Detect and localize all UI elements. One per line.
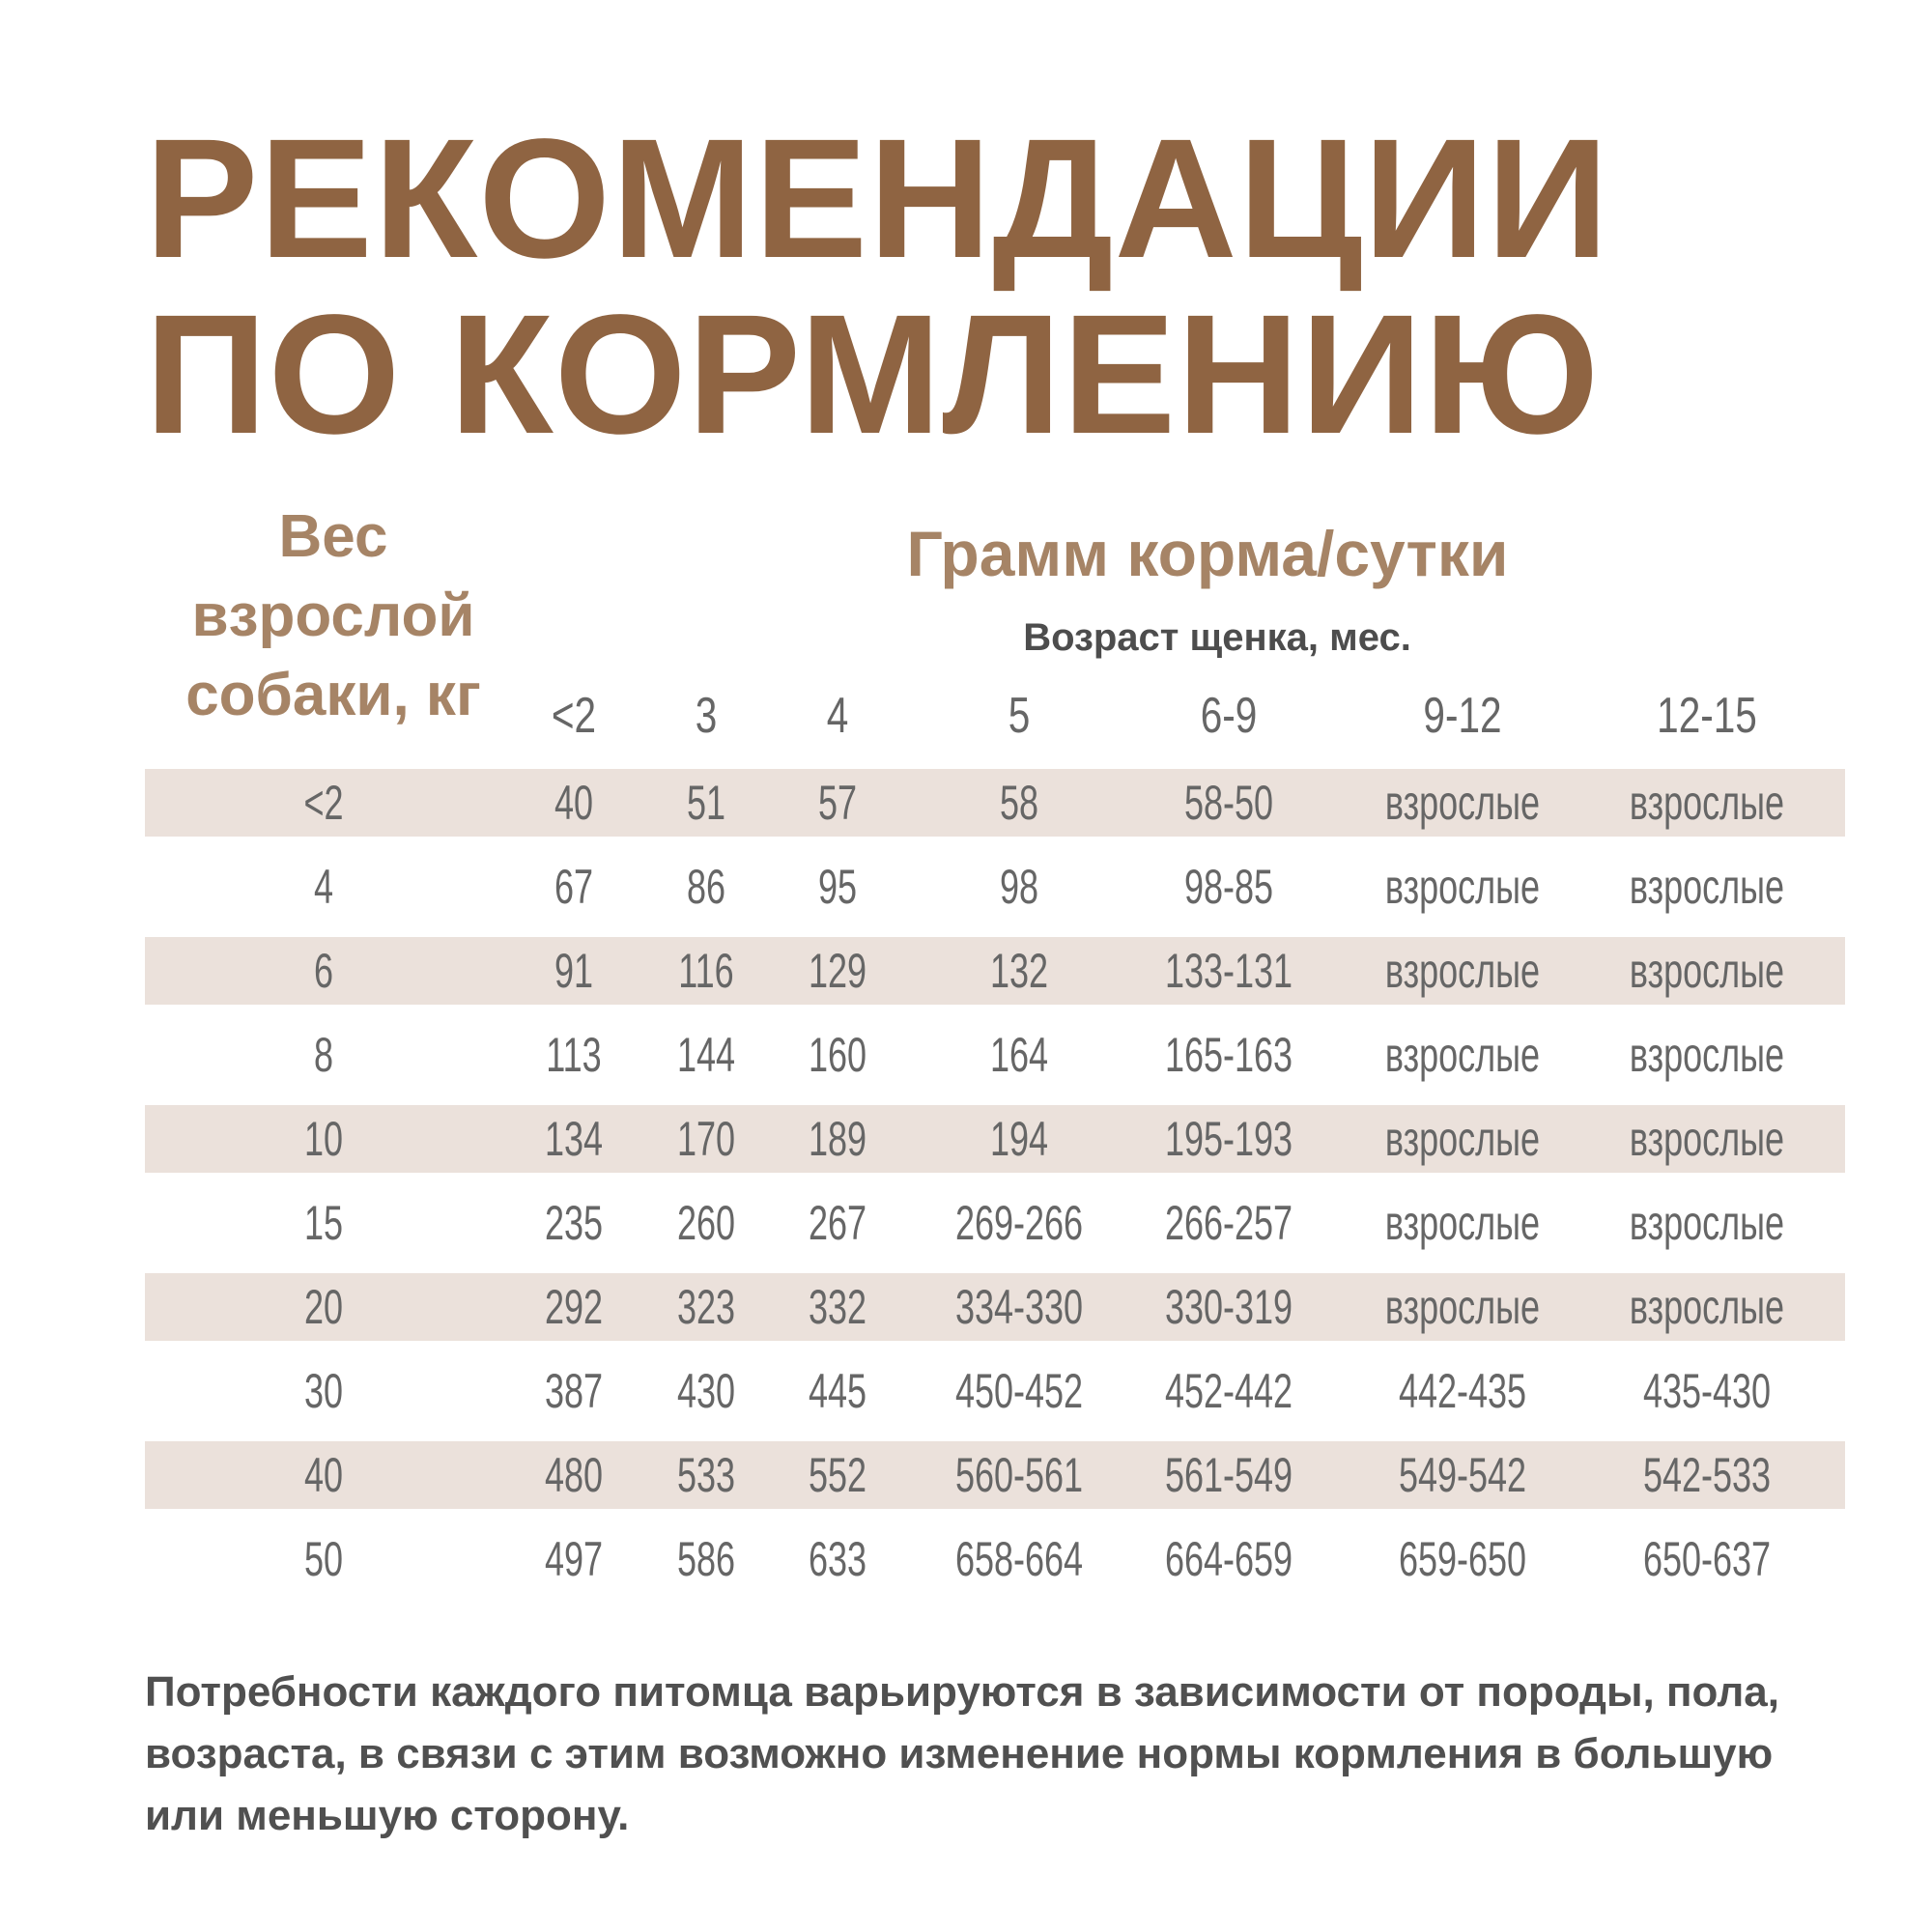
grams-cell: 98 (999, 860, 1039, 914)
grams-cell: 116 (678, 944, 734, 998)
grams-cell: 659-650 (1398, 1532, 1527, 1586)
grams-cell: 164 (989, 1028, 1049, 1082)
weight-cell: 6 (313, 944, 334, 998)
grams-cell: 57 (817, 776, 858, 830)
grams-cell: 445 (808, 1364, 867, 1418)
grams-cell: взрослые (1629, 1280, 1785, 1334)
grams-cell: 334-330 (954, 1280, 1084, 1334)
age-column-header: 12-15 (1657, 688, 1757, 744)
grams-cell: 266-257 (1164, 1196, 1293, 1250)
grams-cell: 144 (676, 1028, 736, 1082)
grams-cell: 194 (989, 1112, 1049, 1166)
weight-cell: 8 (313, 1028, 334, 1082)
weight-cell: 50 (303, 1532, 344, 1586)
grams-cell: 132 (989, 944, 1049, 998)
grams-cell: взрослые (1384, 1112, 1541, 1166)
grams-cell: 67 (554, 860, 594, 914)
grams-cell: 129 (808, 944, 867, 998)
grams-cell: взрослые (1384, 1280, 1541, 1334)
age-column-header: 4 (826, 688, 849, 744)
table-row (145, 1021, 1845, 1089)
grams-per-day-header: Грамм корма/сутки (906, 518, 1509, 589)
weight-column-header (145, 497, 522, 735)
grams-cell: 269-266 (954, 1196, 1084, 1250)
grams-cell: 561-549 (1164, 1448, 1293, 1502)
grams-cell: 134 (544, 1112, 604, 1166)
weight-cell: 30 (303, 1364, 344, 1418)
weight-header-line: взрослой (191, 582, 475, 649)
grams-cell: взрослые (1384, 860, 1541, 914)
grams-cell: взрослые (1629, 776, 1785, 830)
grams-cell: 86 (686, 860, 726, 914)
grams-cell: 480 (544, 1448, 604, 1502)
grams-cell: 323 (676, 1280, 736, 1334)
grams-cell: 160 (808, 1028, 867, 1082)
grams-cell: 533 (676, 1448, 736, 1502)
grams-cell: 387 (544, 1364, 604, 1418)
grams-cell: взрослые (1629, 1112, 1785, 1166)
grams-cell: 452-442 (1164, 1364, 1293, 1418)
grams-cell: 332 (808, 1280, 867, 1334)
grams-cell: взрослые (1629, 860, 1785, 914)
grams-cell: взрослые (1384, 944, 1541, 998)
grams-cell: 435-430 (1642, 1364, 1772, 1418)
puppy-age-header: Возраст щенка, мес. (1023, 616, 1411, 659)
grams-cell: 292 (544, 1280, 604, 1334)
footnote: Потребности каждого питомца варьируются в зависимости от породы, пола, возраста, в связи с этим возможно изменение нормы кормления в большую или меньшую сторону. (145, 1668, 1779, 1839)
grams-cell: 442-435 (1398, 1364, 1527, 1418)
age-column-header: <2 (551, 688, 597, 744)
table-row (145, 937, 1845, 1005)
grams-cell: 235 (544, 1196, 604, 1250)
weight-cell: 20 (303, 1280, 344, 1334)
table-row (145, 769, 1845, 837)
grams-cell: взрослые (1384, 1028, 1541, 1082)
grams-cell: 58 (999, 776, 1039, 830)
grams-cell: взрослые (1629, 1196, 1785, 1250)
grams-cell: 664-659 (1164, 1532, 1293, 1586)
grams-cell: 40 (554, 776, 594, 830)
grams-cell: 330-319 (1164, 1280, 1293, 1334)
grams-cell: 260 (676, 1196, 736, 1250)
page-title-line-1: РЕКОМЕНДАЦИИ (145, 104, 1610, 294)
grams-cell: 658-664 (954, 1532, 1084, 1586)
grams-cell: 98-85 (1183, 860, 1274, 914)
grams-cell: 170 (676, 1112, 736, 1166)
table-row (145, 1189, 1845, 1257)
grams-cell: взрослые (1629, 1028, 1785, 1082)
grams-cell: 552 (808, 1448, 867, 1502)
weight-cell: 40 (303, 1448, 344, 1502)
grams-cell: 430 (676, 1364, 736, 1418)
table-row (145, 1441, 1845, 1509)
age-column-header: 9-12 (1423, 688, 1502, 744)
grams-cell: взрослые (1384, 776, 1541, 830)
grams-cell: 195-193 (1164, 1112, 1293, 1166)
table-row (145, 1105, 1845, 1173)
grams-cell: 450-452 (954, 1364, 1084, 1418)
grams-cell: 497 (544, 1532, 604, 1586)
grams-cell: взрослые (1629, 944, 1785, 998)
weight-cell: 4 (313, 860, 334, 914)
grams-cell: 560-561 (954, 1448, 1084, 1502)
age-column-header: 5 (1008, 688, 1031, 744)
grams-cell: 58-50 (1183, 776, 1274, 830)
grams-cell: 549-542 (1398, 1448, 1527, 1502)
table-row (145, 1357, 1845, 1425)
grams-cell: 542-533 (1642, 1448, 1772, 1502)
grams-cell: 133-131 (1164, 944, 1293, 998)
weight-cell: 15 (303, 1196, 344, 1250)
grams-cell: 650-637 (1642, 1532, 1772, 1586)
grams-cell: взрослые (1384, 1196, 1541, 1250)
table-row (145, 1273, 1845, 1341)
grams-cell: 165-163 (1164, 1028, 1293, 1082)
grams-cell: 51 (686, 776, 726, 830)
page-title-line-2: ПО КОРМЛЕНИЮ (145, 280, 1601, 469)
grams-cell: 633 (808, 1532, 867, 1586)
weight-cell: 10 (303, 1112, 344, 1166)
grams-cell: 267 (808, 1196, 867, 1250)
weight-header-line: Вес (278, 503, 388, 570)
table-row (145, 1525, 1845, 1593)
weight-header-line: собаки, кг (185, 662, 481, 728)
table-row (145, 853, 1845, 921)
grams-cell: 113 (546, 1028, 602, 1082)
grams-cell: 586 (676, 1532, 736, 1586)
age-column-header: 6-9 (1200, 688, 1258, 744)
grams-cell: 91 (554, 944, 594, 998)
grams-cell: 189 (808, 1112, 867, 1166)
grams-cell: 95 (817, 860, 858, 914)
weight-cell: <2 (303, 776, 344, 830)
age-column-header: 3 (695, 688, 718, 744)
